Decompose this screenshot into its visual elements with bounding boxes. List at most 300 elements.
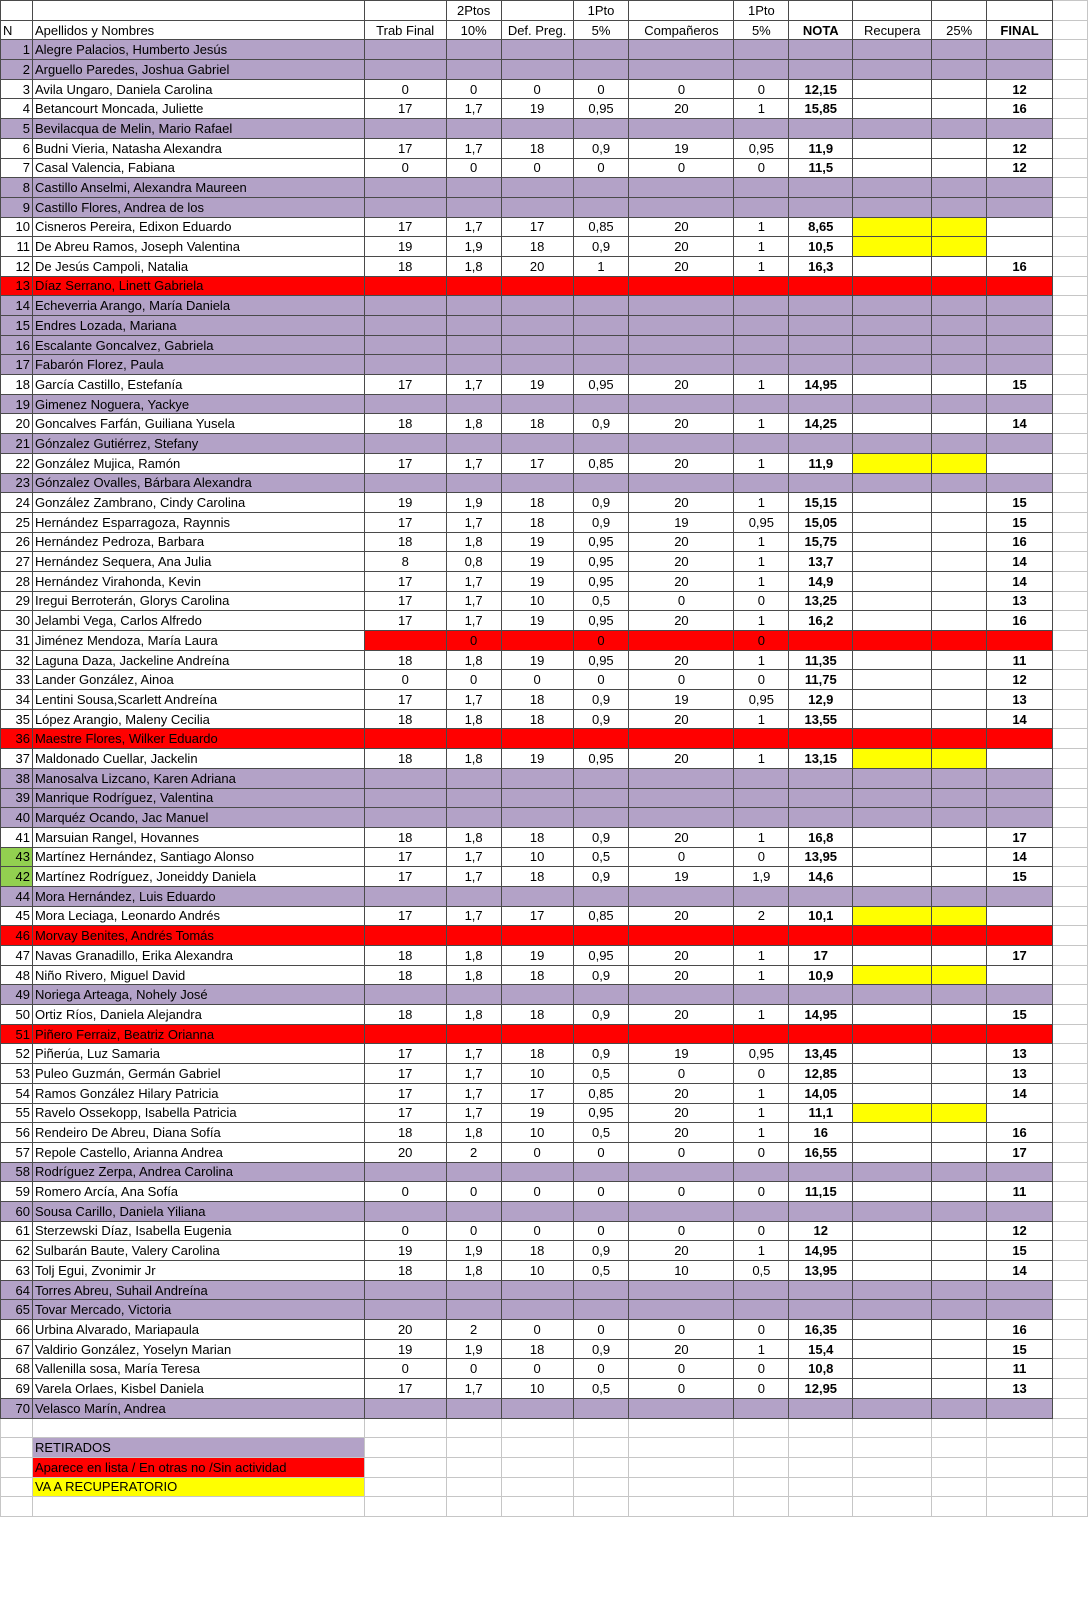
nota-cell[interactable]: 8,65 bbox=[789, 217, 853, 237]
score-cell[interactable]: 18 bbox=[501, 965, 573, 985]
score-cell[interactable]: 20 bbox=[629, 99, 734, 119]
pct25-cell[interactable] bbox=[932, 138, 987, 158]
final-cell[interactable]: 14 bbox=[987, 552, 1053, 572]
score-cell[interactable]: 1,7 bbox=[446, 375, 501, 395]
score-cell[interactable] bbox=[364, 473, 446, 493]
score-cell[interactable]: 0,95 bbox=[573, 749, 629, 769]
final-cell[interactable] bbox=[987, 276, 1053, 296]
final-cell[interactable]: 14 bbox=[987, 847, 1053, 867]
score-cell[interactable]: 1 bbox=[734, 965, 789, 985]
pct25-cell[interactable] bbox=[932, 631, 987, 651]
score-cell[interactable] bbox=[501, 1280, 573, 1300]
score-cell[interactable]: 0 bbox=[501, 1221, 573, 1241]
score-cell[interactable] bbox=[734, 808, 789, 828]
pct25-cell[interactable] bbox=[932, 217, 987, 237]
score-cell[interactable] bbox=[629, 355, 734, 375]
row-number[interactable]: 17 bbox=[1, 355, 33, 375]
score-cell[interactable]: 18 bbox=[501, 690, 573, 710]
student-name[interactable]: Repole Castello, Arianna Andrea bbox=[32, 1142, 364, 1162]
pct25-cell[interactable] bbox=[932, 1142, 987, 1162]
empty-cell[interactable] bbox=[32, 1418, 364, 1438]
score-cell[interactable] bbox=[629, 40, 734, 60]
empty-cell[interactable] bbox=[932, 1497, 987, 1517]
empty-cell[interactable] bbox=[1053, 808, 1088, 828]
empty-cell[interactable] bbox=[1, 1497, 33, 1517]
score-cell[interactable]: 20 bbox=[629, 906, 734, 926]
recupera-cell[interactable] bbox=[853, 1044, 932, 1064]
pct25-cell[interactable] bbox=[932, 749, 987, 769]
score-cell[interactable]: 0,9 bbox=[573, 965, 629, 985]
student-name[interactable]: Maldonado Cuellar, Jackelin bbox=[32, 749, 364, 769]
student-name[interactable]: Manrique Rodríguez, Valentina bbox=[32, 788, 364, 808]
score-cell[interactable]: 0 bbox=[734, 1320, 789, 1340]
score-cell[interactable]: 20 bbox=[629, 1339, 734, 1359]
recupera-cell[interactable] bbox=[853, 1261, 932, 1281]
score-cell[interactable] bbox=[364, 434, 446, 454]
score-cell[interactable]: 0,95 bbox=[573, 650, 629, 670]
score-cell[interactable] bbox=[501, 631, 573, 651]
row-number[interactable]: 27 bbox=[1, 552, 33, 572]
student-name[interactable]: Urbina Alvarado, Mariapaula bbox=[32, 1320, 364, 1340]
score-cell[interactable] bbox=[629, 1162, 734, 1182]
nota-cell[interactable]: 14,95 bbox=[789, 375, 853, 395]
score-cell[interactable]: 0 bbox=[364, 670, 446, 690]
recupera-cell[interactable] bbox=[853, 296, 932, 316]
student-name[interactable]: Castillo Anselmi, Alexandra Maureen bbox=[32, 178, 364, 198]
score-cell[interactable]: 20 bbox=[629, 237, 734, 257]
row-number[interactable]: 46 bbox=[1, 926, 33, 946]
row-number[interactable]: 48 bbox=[1, 965, 33, 985]
pct25-cell[interactable] bbox=[932, 512, 987, 532]
empty-cell[interactable] bbox=[1053, 1, 1088, 21]
empty-cell[interactable] bbox=[573, 1418, 629, 1438]
empty-cell[interactable] bbox=[1053, 256, 1088, 276]
pct25-cell[interactable] bbox=[932, 946, 987, 966]
score-cell[interactable]: 1,8 bbox=[446, 1261, 501, 1281]
empty-cell[interactable] bbox=[1053, 1005, 1088, 1025]
score-cell[interactable] bbox=[734, 1280, 789, 1300]
score-cell[interactable]: 1,8 bbox=[446, 749, 501, 769]
empty-cell[interactable] bbox=[1053, 138, 1088, 158]
empty-cell[interactable] bbox=[1053, 552, 1088, 572]
score-cell[interactable]: 20 bbox=[629, 827, 734, 847]
score-cell[interactable]: 17 bbox=[364, 1064, 446, 1084]
empty-cell[interactable] bbox=[734, 1497, 789, 1517]
score-cell[interactable]: 0 bbox=[364, 1221, 446, 1241]
score-cell[interactable]: 0 bbox=[501, 158, 573, 178]
score-cell[interactable]: 18 bbox=[501, 493, 573, 513]
header-cell[interactable]: 10% bbox=[446, 20, 501, 40]
score-cell[interactable] bbox=[364, 1024, 446, 1044]
score-cell[interactable] bbox=[501, 1398, 573, 1418]
empty-cell[interactable] bbox=[501, 1457, 573, 1477]
score-cell[interactable]: 0,85 bbox=[573, 217, 629, 237]
score-cell[interactable]: 1,8 bbox=[446, 827, 501, 847]
empty-cell[interactable] bbox=[629, 1497, 734, 1517]
row-number[interactable]: 69 bbox=[1, 1379, 33, 1399]
student-name[interactable]: Valdirio González, Yoselyn Marian bbox=[32, 1339, 364, 1359]
empty-cell[interactable] bbox=[446, 1497, 501, 1517]
score-cell[interactable] bbox=[501, 985, 573, 1005]
student-name[interactable]: Navas Granadillo, Erika Alexandra bbox=[32, 946, 364, 966]
score-cell[interactable] bbox=[364, 886, 446, 906]
score-cell[interactable] bbox=[364, 768, 446, 788]
pct25-cell[interactable] bbox=[932, 79, 987, 99]
score-cell[interactable]: 0,9 bbox=[573, 414, 629, 434]
final-cell[interactable]: 15 bbox=[987, 1241, 1053, 1261]
score-cell[interactable]: 0 bbox=[573, 79, 629, 99]
score-cell[interactable]: 0 bbox=[573, 1320, 629, 1340]
empty-cell[interactable] bbox=[1053, 473, 1088, 493]
header-cell[interactable]: 1Pto bbox=[734, 1, 789, 21]
score-cell[interactable] bbox=[446, 1024, 501, 1044]
empty-cell[interactable] bbox=[573, 1477, 629, 1497]
final-cell[interactable] bbox=[987, 729, 1053, 749]
score-cell[interactable]: 17 bbox=[364, 375, 446, 395]
score-cell[interactable] bbox=[629, 886, 734, 906]
row-number[interactable]: 47 bbox=[1, 946, 33, 966]
score-cell[interactable]: 1,8 bbox=[446, 1123, 501, 1143]
pct25-cell[interactable] bbox=[932, 847, 987, 867]
score-cell[interactable]: 17 bbox=[364, 611, 446, 631]
pct25-cell[interactable] bbox=[932, 60, 987, 80]
final-cell[interactable]: 17 bbox=[987, 946, 1053, 966]
empty-cell[interactable] bbox=[1053, 1280, 1088, 1300]
empty-cell[interactable] bbox=[932, 1438, 987, 1458]
score-cell[interactable]: 17 bbox=[364, 512, 446, 532]
row-number[interactable]: 5 bbox=[1, 119, 33, 139]
score-cell[interactable]: 0 bbox=[734, 591, 789, 611]
score-cell[interactable] bbox=[364, 394, 446, 414]
pct25-cell[interactable] bbox=[932, 414, 987, 434]
final-cell[interactable]: 15 bbox=[987, 867, 1053, 887]
score-cell[interactable]: 17 bbox=[501, 1083, 573, 1103]
pct25-cell[interactable] bbox=[932, 1379, 987, 1399]
score-cell[interactable]: 17 bbox=[364, 99, 446, 119]
final-cell[interactable] bbox=[987, 985, 1053, 1005]
pct25-cell[interactable] bbox=[932, 1083, 987, 1103]
final-cell[interactable]: 13 bbox=[987, 1044, 1053, 1064]
score-cell[interactable] bbox=[501, 119, 573, 139]
recupera-cell[interactable] bbox=[853, 1083, 932, 1103]
recupera-cell[interactable] bbox=[853, 60, 932, 80]
score-cell[interactable]: 1,7 bbox=[446, 906, 501, 926]
nota-cell[interactable] bbox=[789, 119, 853, 139]
score-cell[interactable] bbox=[364, 1300, 446, 1320]
score-cell[interactable]: 18 bbox=[364, 1005, 446, 1025]
nota-cell[interactable]: 11,9 bbox=[789, 453, 853, 473]
score-cell[interactable]: 17 bbox=[364, 1044, 446, 1064]
nota-cell[interactable] bbox=[789, 926, 853, 946]
recupera-cell[interactable] bbox=[853, 906, 932, 926]
pct25-cell[interactable] bbox=[932, 670, 987, 690]
header-cell[interactable]: Apellidos y Nombres bbox=[32, 20, 364, 40]
empty-cell[interactable] bbox=[573, 1457, 629, 1477]
score-cell[interactable]: 0,95 bbox=[573, 946, 629, 966]
pct25-cell[interactable] bbox=[932, 808, 987, 828]
recupera-cell[interactable] bbox=[853, 394, 932, 414]
student-name[interactable]: Ortiz Ríos, Daniela Alejandra bbox=[32, 1005, 364, 1025]
recupera-cell[interactable] bbox=[853, 827, 932, 847]
score-cell[interactable]: 0,95 bbox=[573, 611, 629, 631]
student-name[interactable]: Lentini Sousa,Scarlett Andreína bbox=[32, 690, 364, 710]
pct25-cell[interactable] bbox=[932, 197, 987, 217]
empty-cell[interactable] bbox=[1053, 1123, 1088, 1143]
pct25-cell[interactable] bbox=[932, 119, 987, 139]
student-name[interactable]: Hernández Esparragoza, Raynnis bbox=[32, 512, 364, 532]
row-number[interactable]: 21 bbox=[1, 434, 33, 454]
score-cell[interactable]: 0,9 bbox=[573, 867, 629, 887]
score-cell[interactable]: 10 bbox=[501, 1261, 573, 1281]
score-cell[interactable] bbox=[734, 926, 789, 946]
score-cell[interactable]: 20 bbox=[629, 1083, 734, 1103]
score-cell[interactable]: 19 bbox=[501, 650, 573, 670]
empty-cell[interactable] bbox=[1053, 197, 1088, 217]
student-name[interactable]: Marsuian Rangel, Hovannes bbox=[32, 827, 364, 847]
nota-cell[interactable] bbox=[789, 276, 853, 296]
student-name[interactable]: Manosalva Lizcano, Karen Adriana bbox=[32, 768, 364, 788]
nota-cell[interactable]: 10,5 bbox=[789, 237, 853, 257]
score-cell[interactable] bbox=[364, 178, 446, 198]
row-number[interactable]: 8 bbox=[1, 178, 33, 198]
score-cell[interactable]: 0,5 bbox=[734, 1261, 789, 1281]
empty-cell[interactable] bbox=[1053, 1379, 1088, 1399]
score-cell[interactable]: 17 bbox=[364, 906, 446, 926]
score-cell[interactable]: 1,7 bbox=[446, 99, 501, 119]
score-cell[interactable]: 2 bbox=[734, 906, 789, 926]
empty-cell[interactable] bbox=[1053, 611, 1088, 631]
score-cell[interactable]: 0,5 bbox=[573, 591, 629, 611]
nota-cell[interactable] bbox=[789, 1280, 853, 1300]
score-cell[interactable] bbox=[501, 926, 573, 946]
header-cell[interactable] bbox=[987, 1, 1053, 21]
nota-cell[interactable]: 16,55 bbox=[789, 1142, 853, 1162]
empty-cell[interactable] bbox=[501, 1477, 573, 1497]
score-cell[interactable] bbox=[501, 1024, 573, 1044]
nota-cell[interactable] bbox=[789, 1024, 853, 1044]
student-name[interactable]: Noriega Arteaga, Nohely José bbox=[32, 985, 364, 1005]
score-cell[interactable]: 1 bbox=[734, 217, 789, 237]
header-cell[interactable]: Def. Preg. bbox=[501, 20, 573, 40]
score-cell[interactable]: 20 bbox=[629, 1123, 734, 1143]
header-cell[interactable]: 5% bbox=[573, 20, 629, 40]
recupera-cell[interactable] bbox=[853, 749, 932, 769]
empty-cell[interactable] bbox=[1053, 1142, 1088, 1162]
nota-cell[interactable]: 11,35 bbox=[789, 650, 853, 670]
score-cell[interactable] bbox=[734, 178, 789, 198]
empty-cell[interactable] bbox=[853, 1438, 932, 1458]
empty-cell[interactable] bbox=[573, 1438, 629, 1458]
nota-cell[interactable]: 13,15 bbox=[789, 749, 853, 769]
student-name[interactable]: Mora Leciaga, Leonardo Andrés bbox=[32, 906, 364, 926]
score-cell[interactable]: 0 bbox=[446, 1221, 501, 1241]
nota-cell[interactable]: 16 bbox=[789, 1123, 853, 1143]
nota-cell[interactable]: 14,95 bbox=[789, 1005, 853, 1025]
score-cell[interactable]: 20 bbox=[629, 571, 734, 591]
pct25-cell[interactable] bbox=[932, 1162, 987, 1182]
student-name[interactable]: Vallenilla sosa, María Teresa bbox=[32, 1359, 364, 1379]
row-number[interactable]: 68 bbox=[1, 1359, 33, 1379]
empty-cell[interactable] bbox=[853, 1497, 932, 1517]
nota-cell[interactable]: 13,95 bbox=[789, 847, 853, 867]
empty-cell[interactable] bbox=[987, 1477, 1053, 1497]
empty-cell[interactable] bbox=[1053, 749, 1088, 769]
recupera-cell[interactable] bbox=[853, 1280, 932, 1300]
student-name[interactable]: Ravelo Ossekopp, Isabella Patricia bbox=[32, 1103, 364, 1123]
recupera-cell[interactable] bbox=[853, 217, 932, 237]
score-cell[interactable]: 1 bbox=[734, 709, 789, 729]
score-cell[interactable]: 1 bbox=[734, 493, 789, 513]
empty-cell[interactable] bbox=[1053, 158, 1088, 178]
score-cell[interactable]: 20 bbox=[629, 709, 734, 729]
empty-cell[interactable] bbox=[1053, 453, 1088, 473]
score-cell[interactable]: 0 bbox=[501, 670, 573, 690]
empty-cell[interactable] bbox=[1053, 690, 1088, 710]
score-cell[interactable] bbox=[446, 296, 501, 316]
recupera-cell[interactable] bbox=[853, 256, 932, 276]
student-name[interactable]: Díaz Serrano, Linett Gabriela bbox=[32, 276, 364, 296]
score-cell[interactable]: 18 bbox=[364, 965, 446, 985]
nota-cell[interactable]: 14,25 bbox=[789, 414, 853, 434]
score-cell[interactable]: 20 bbox=[364, 1142, 446, 1162]
recupera-cell[interactable] bbox=[853, 591, 932, 611]
final-cell[interactable]: 16 bbox=[987, 99, 1053, 119]
score-cell[interactable] bbox=[446, 788, 501, 808]
student-name[interactable]: Sterzewski Díaz, Isabella Eugenia bbox=[32, 1221, 364, 1241]
score-cell[interactable]: 18 bbox=[364, 532, 446, 552]
score-cell[interactable] bbox=[734, 788, 789, 808]
score-cell[interactable]: 20 bbox=[629, 749, 734, 769]
header-cell[interactable] bbox=[1, 1, 33, 21]
score-cell[interactable]: 17 bbox=[364, 847, 446, 867]
final-cell[interactable] bbox=[987, 808, 1053, 828]
pct25-cell[interactable] bbox=[932, 158, 987, 178]
empty-cell[interactable] bbox=[1053, 375, 1088, 395]
score-cell[interactable]: 20 bbox=[629, 414, 734, 434]
score-cell[interactable]: 18 bbox=[364, 414, 446, 434]
score-cell[interactable] bbox=[573, 1300, 629, 1320]
score-cell[interactable] bbox=[734, 434, 789, 454]
row-number[interactable]: 10 bbox=[1, 217, 33, 237]
score-cell[interactable] bbox=[573, 886, 629, 906]
pct25-cell[interactable] bbox=[932, 926, 987, 946]
student-name[interactable]: Hernández Sequera, Ana Julia bbox=[32, 552, 364, 572]
empty-cell[interactable] bbox=[446, 1457, 501, 1477]
score-cell[interactable]: 17 bbox=[364, 867, 446, 887]
final-cell[interactable] bbox=[987, 1162, 1053, 1182]
score-cell[interactable]: 18 bbox=[364, 650, 446, 670]
score-cell[interactable]: 0,9 bbox=[573, 827, 629, 847]
final-cell[interactable]: 12 bbox=[987, 1221, 1053, 1241]
nota-cell[interactable] bbox=[789, 1398, 853, 1418]
score-cell[interactable]: 0 bbox=[629, 1359, 734, 1379]
recupera-cell[interactable] bbox=[853, 1398, 932, 1418]
score-cell[interactable] bbox=[629, 985, 734, 1005]
score-cell[interactable]: 20 bbox=[629, 532, 734, 552]
row-number[interactable]: 18 bbox=[1, 375, 33, 395]
nota-cell[interactable]: 13,55 bbox=[789, 709, 853, 729]
score-cell[interactable] bbox=[501, 60, 573, 80]
empty-cell[interactable] bbox=[789, 1497, 853, 1517]
empty-cell[interactable] bbox=[501, 1418, 573, 1438]
score-cell[interactable] bbox=[573, 926, 629, 946]
final-cell[interactable] bbox=[987, 296, 1053, 316]
score-cell[interactable]: 0 bbox=[501, 1359, 573, 1379]
student-name[interactable]: Echeverria Arango, María Daniela bbox=[32, 296, 364, 316]
row-number[interactable]: 52 bbox=[1, 1044, 33, 1064]
pct25-cell[interactable] bbox=[932, 394, 987, 414]
recupera-cell[interactable] bbox=[853, 434, 932, 454]
recupera-cell[interactable] bbox=[853, 178, 932, 198]
empty-cell[interactable] bbox=[1053, 1024, 1088, 1044]
empty-cell[interactable] bbox=[734, 1477, 789, 1497]
nota-cell[interactable]: 14,6 bbox=[789, 867, 853, 887]
score-cell[interactable]: 19 bbox=[501, 946, 573, 966]
row-number[interactable]: 51 bbox=[1, 1024, 33, 1044]
header-cell[interactable] bbox=[32, 1, 364, 21]
score-cell[interactable]: 0 bbox=[573, 1359, 629, 1379]
empty-cell[interactable] bbox=[1053, 631, 1088, 651]
score-cell[interactable] bbox=[629, 335, 734, 355]
score-cell[interactable]: 1,7 bbox=[446, 591, 501, 611]
recupera-cell[interactable] bbox=[853, 512, 932, 532]
score-cell[interactable] bbox=[364, 1398, 446, 1418]
score-cell[interactable]: 20 bbox=[629, 965, 734, 985]
final-cell[interactable]: 11 bbox=[987, 1182, 1053, 1202]
score-cell[interactable]: 19 bbox=[501, 552, 573, 572]
empty-cell[interactable] bbox=[1053, 414, 1088, 434]
score-cell[interactable] bbox=[734, 60, 789, 80]
pct25-cell[interactable] bbox=[932, 256, 987, 276]
score-cell[interactable] bbox=[573, 985, 629, 1005]
student-name[interactable]: Budni Vieria, Natasha Alexandra bbox=[32, 138, 364, 158]
pct25-cell[interactable] bbox=[932, 690, 987, 710]
recupera-cell[interactable] bbox=[853, 1142, 932, 1162]
score-cell[interactable]: 0,95 bbox=[734, 138, 789, 158]
row-number[interactable]: 64 bbox=[1, 1280, 33, 1300]
legend-retirados[interactable]: RETIRADOS bbox=[32, 1438, 364, 1458]
score-cell[interactable]: 0 bbox=[573, 1182, 629, 1202]
score-cell[interactable] bbox=[364, 631, 446, 651]
score-cell[interactable]: 1,8 bbox=[446, 414, 501, 434]
score-cell[interactable]: 0 bbox=[629, 847, 734, 867]
score-cell[interactable] bbox=[734, 394, 789, 414]
score-cell[interactable]: 19 bbox=[501, 1103, 573, 1123]
score-cell[interactable] bbox=[364, 808, 446, 828]
score-cell[interactable] bbox=[734, 473, 789, 493]
score-cell[interactable]: 20 bbox=[629, 611, 734, 631]
score-cell[interactable] bbox=[734, 276, 789, 296]
score-cell[interactable]: 1,8 bbox=[446, 1005, 501, 1025]
recupera-cell[interactable] bbox=[853, 197, 932, 217]
empty-cell[interactable] bbox=[1053, 276, 1088, 296]
score-cell[interactable] bbox=[573, 178, 629, 198]
row-number[interactable]: 3 bbox=[1, 79, 33, 99]
score-cell[interactable] bbox=[629, 788, 734, 808]
score-cell[interactable]: 17 bbox=[364, 138, 446, 158]
score-cell[interactable]: 0 bbox=[364, 1182, 446, 1202]
empty-cell[interactable] bbox=[1053, 965, 1088, 985]
row-number[interactable]: 49 bbox=[1, 985, 33, 1005]
final-cell[interactable]: 11 bbox=[987, 1359, 1053, 1379]
score-cell[interactable] bbox=[364, 119, 446, 139]
empty-cell[interactable] bbox=[1053, 20, 1088, 40]
row-number[interactable]: 54 bbox=[1, 1083, 33, 1103]
nota-cell[interactable] bbox=[789, 296, 853, 316]
empty-cell[interactable] bbox=[1053, 591, 1088, 611]
score-cell[interactable] bbox=[734, 768, 789, 788]
final-cell[interactable] bbox=[987, 788, 1053, 808]
